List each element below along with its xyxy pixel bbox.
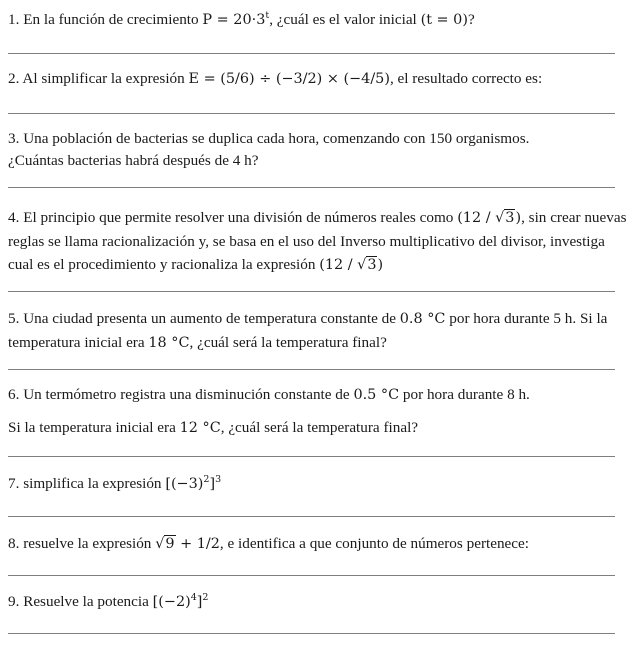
- answer-line: [8, 53, 615, 54]
- question-3-line-1: 3. Una población de bacterias se duplica cada hora, comenzando con 150 organismos.: [8, 130, 530, 147]
- question-5: 5. Una ciudad presenta un aumento de temperatura constante de 0.8 °C por hora durante 5 h. Si la temperatura inicial era 18 °C, ¿cuál será la temperatura final?: [8, 310, 608, 351]
- question-4: 4. El principio que permite resolver una división de números reales como (12 / √3), sin crear nuevas reglas se llama racionalización y, se basa en el uso del Inverso multiplicativo del divisor, investiga cual es el procedimiento y racionaliza la expresión (12 / √3): [8, 209, 627, 273]
- temperature-initial: 12 °C: [179, 420, 221, 436]
- question-9: [8, 591, 632, 613]
- answer-line: [8, 187, 615, 188]
- exponent: t: [265, 10, 270, 21]
- answer-line: [8, 369, 615, 370]
- question-7: [8, 473, 632, 495]
- formula-sqrt-sum: √9 + 1/2: [155, 536, 220, 552]
- formula-growth: $P = 20\cdot 3^t$: [202, 10, 270, 28]
- answer-line: [8, 516, 615, 517]
- question-6-text: 6. Un termómetro registra una disminución constante de: [8, 386, 354, 403]
- question-1: 1. En la función de crecimiento $P = 20\cdot 3^t$, ¿cuál es el valor inicial (t = 0)?: [8, 10, 475, 28]
- question-6: 6. Un termómetro registra una disminución constante de 0.5 °C por hora durante 8 h. Si la temperatura inicial era 12 °C, ¿cuál será la temperatura final?: [8, 386, 530, 436]
- sqrt-symbol: √3: [357, 257, 377, 273]
- temperature-initial: 18 °C: [148, 335, 190, 351]
- answer-line: [8, 575, 615, 576]
- question-3-line-2: ¿Cuántas bacterias habrá después de 4 h?: [8, 152, 259, 169]
- question-9-text: 9. Resuelve la potencia: [8, 593, 153, 610]
- sqrt-symbol: √9: [155, 536, 175, 552]
- question-2-text: 2. Al simplificar la expresión: [8, 70, 189, 87]
- formula-expression: E = (5/6) ÷ (−3/2) × (−4/5): [188, 71, 390, 87]
- question-8: 8. resuelve la expresión √9 + 1/2, e identifica a que conjunto de números pertenece:: [8, 535, 529, 552]
- question-3: [8, 128, 632, 172]
- answer-line: [8, 456, 615, 457]
- answer-line: [8, 113, 615, 114]
- temperature-rate: 0.5 °C: [353, 387, 400, 403]
- temperature-rate: 0.8 °C: [399, 311, 446, 327]
- formula-initial: (t = 0): [420, 12, 468, 28]
- question-5-text: 5. Una ciudad presenta un aumento de temperatura constante de: [8, 310, 400, 327]
- formula-power: $[(-3)^2]^3$: [165, 474, 222, 492]
- question-1-text: 1. En la función de crecimiento: [8, 11, 203, 28]
- question-8-text: 8. resuelve la expresión: [8, 535, 156, 552]
- formula-rationalize: (12 / √3): [319, 257, 384, 273]
- formula-division: (12 / √3): [457, 210, 522, 226]
- question-4-text: 4. El principio que permite resolver una división de números reales como: [8, 209, 458, 226]
- answer-line: [8, 291, 615, 292]
- question-2: 2. Al simplificar la expresión E = (5/6) ÷ (−3/2) × (−4/5), el resultado correcto es:: [8, 70, 543, 87]
- formula-power: $[(-2)^4]^2$: [152, 592, 209, 610]
- sqrt-symbol: √3: [495, 210, 515, 226]
- question-7-text: 7. simplifica la expresión: [8, 475, 166, 492]
- answer-line: [8, 633, 615, 634]
